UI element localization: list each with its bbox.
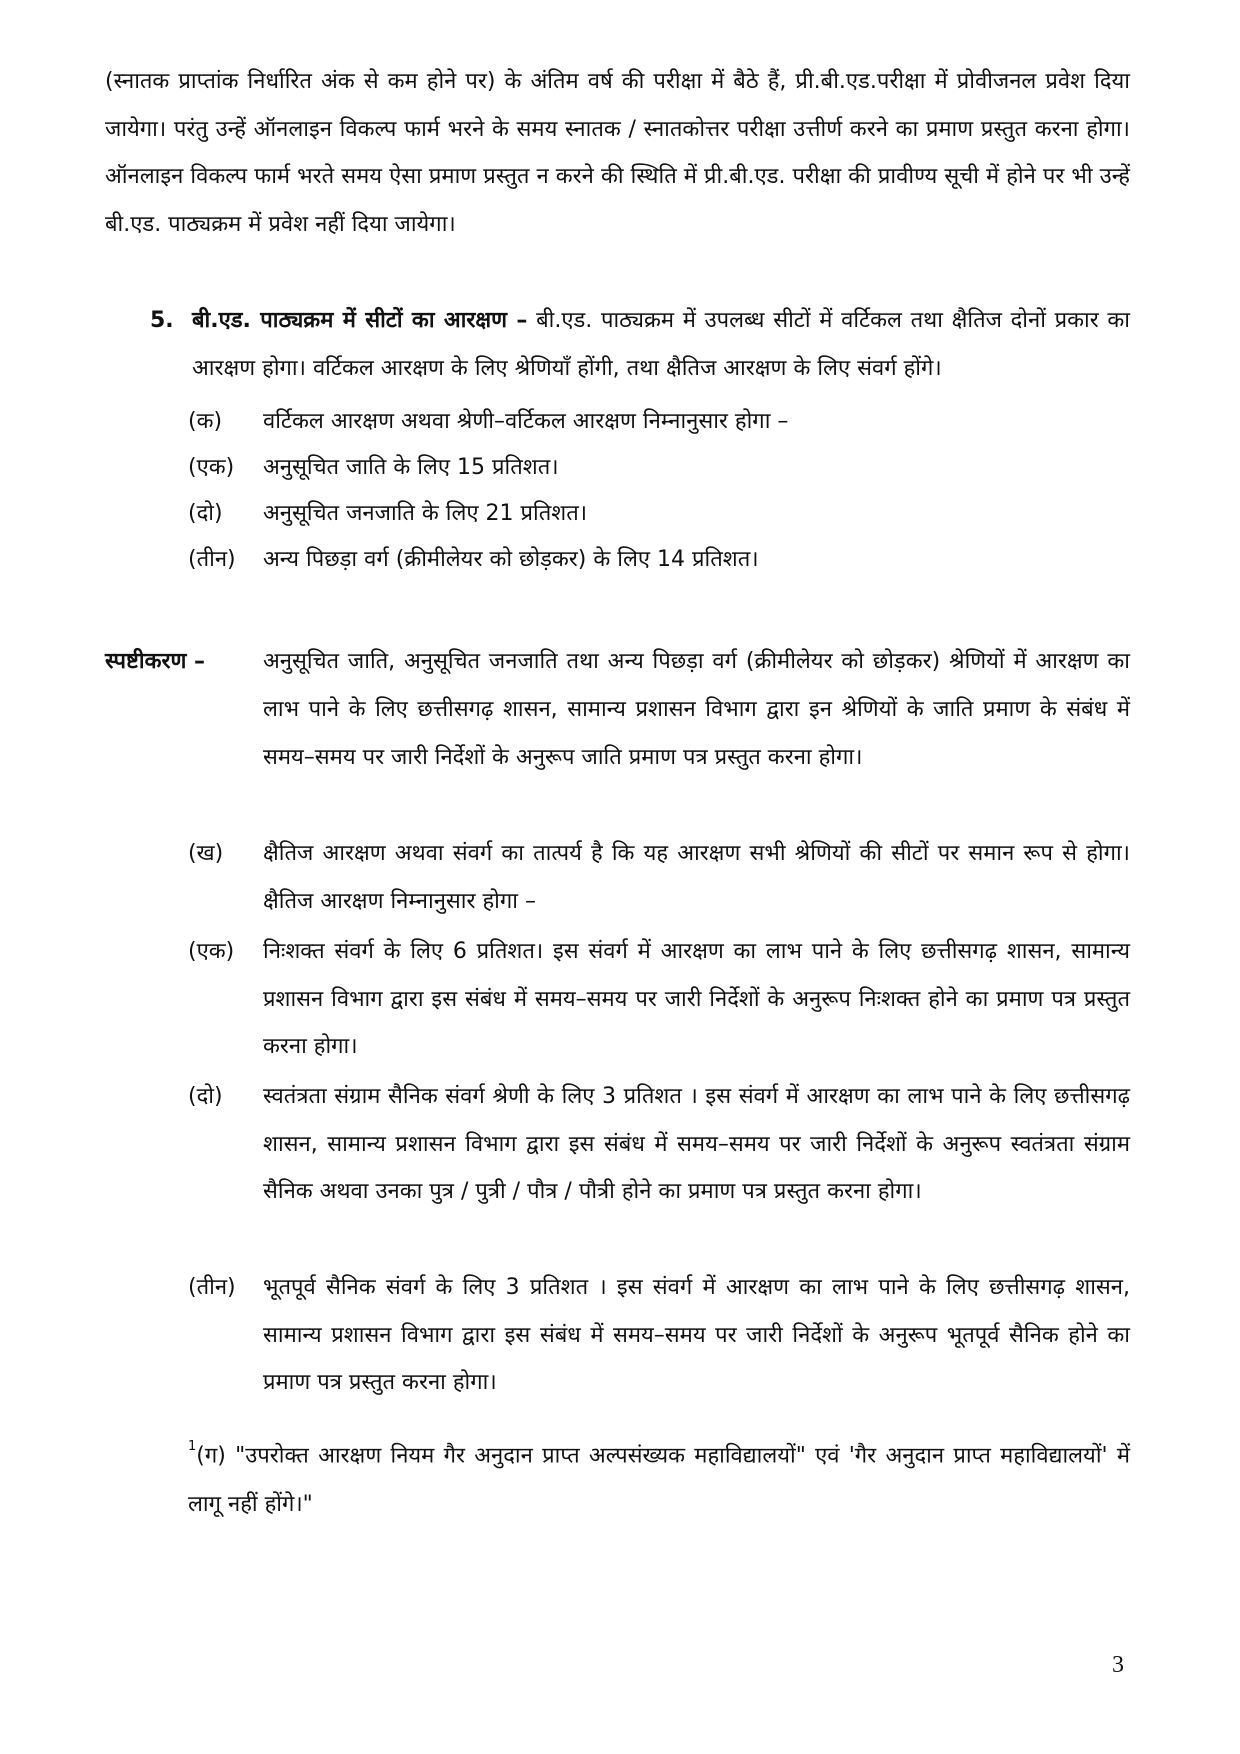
footnote-marker: 1 — [188, 1439, 197, 1454]
list-item — [188, 1264, 1130, 1407]
explanation-text: अनुसूचित जाति, अनुसूचित जनजाति तथा अन्य पिछड़ा वर्ग (क्रीमीलेयर को छोड़कर) श्रेणियों में आरक्षण का लाभ पाने के लिए छत्तीसगढ़ शासन, सामान्य प्रशासन विभाग द्वारा इन श्रेणियों के जाति प्रमाण के संबंध में समय–समय पर जारी निर्देशों के अनुरूप जाति प्रमाण पत्र प्रस्तुत करना होगा। — [263, 649, 1130, 770]
list-item — [188, 928, 1130, 1071]
note-label: (ग) — [196, 1443, 226, 1469]
horizontal-reservation — [188, 830, 1130, 925]
list-label: (दो) — [188, 1084, 223, 1109]
list-item — [188, 536, 1130, 584]
list-item — [188, 444, 1130, 492]
list-text: अन्य पिछड़ा वर्ग (क्रीमीलेयर को छोड़कर) के लिए 14 प्रतिशत। — [263, 547, 759, 572]
list-text: स्वतंत्रता संग्राम सैनिक संवर्ग श्रेणी के लिए 3 प्रतिशत । इस संवर्ग में आरक्षण का लाभ पाने के लिए छत्तीसगढ़ शासन, सामान्य प्रशासन विभाग द्वारा इस संबंध में समय–समय पर जारी निर्देशों के अनुरूप स्वतंत्रता संग्राम सैनिक अथवा उनका पुत्र / पुत्री / पौत्र / पौत्री होने का प्रमाण पत्र प्रस्तुत करना होगा। — [263, 1084, 1130, 1204]
vertical-reservation — [188, 398, 1130, 446]
list-label: (ख) — [188, 841, 224, 866]
list-text: भूतपूर्व सैनिक संवर्ग के लिए 3 प्रतिशत । इस संवर्ग में आरक्षण का लाभ पाने के लिए छत्तीसगढ़ शासन, सामान्य प्रशासन विभाग द्वारा इस संबंध में समय–समय पर जारी निर्देशों के अनुरूप भूतपूर्व सैनिक होने का प्रमाण पत्र प्रस्तुत करना होगा। — [263, 1275, 1130, 1395]
list-label: (एक) — [188, 939, 235, 964]
footnote-clause — [188, 1426, 1130, 1529]
section-5-body — [192, 297, 1130, 393]
list-text: अनुसूचित जाति के लिए 15 प्रतिशत। — [263, 455, 559, 480]
list-label: (क) — [188, 409, 223, 434]
section-number: 5. — [150, 308, 174, 333]
list-label: (एक) — [188, 455, 235, 480]
list-label: (तीन) — [188, 1275, 236, 1300]
explanation-label: स्पष्टीकरण – — [105, 649, 206, 674]
list-label: (तीन) — [188, 547, 236, 572]
section-heading: बी.एड. पाठ्यक्रम में सीटों का आरक्षण – — [192, 308, 528, 333]
note-text: "उपरोक्त आरक्षण नियम गैर अनुदान प्राप्त अल्पसंख्यक महाविद्यालयों" एवं 'गैर अनुदान प्राप्त महाविद्यालयों' में लागू नहीं होंगे।" — [188, 1443, 1130, 1518]
intro-paragraph: (स्नातक प्राप्तांक निर्धारित अंक से कम होने पर) के अंतिम वर्ष की परीक्षा में बैठे हैं, प्री.बी.एड.परीक्षा में प्रोवीजनल प्रवेश दिया जायेगा। परंतु उन्हें ऑनलाइन विकल्प फार्म भरने के समय स्नातक / स्नातकोत्तर परीक्षा उत्तीर्ण करने का प्रमाण प्रस्तुत करना होगा। ऑनलाइन विकल्प फार्म भरते समय ऐसा प्रमाण प्रस्तुत न करने की स्थिति में प्री.बी.एड. परीक्षा की प्रावीण्य सूची में होने पर भी उन्हें बी.एड. पाठ्यक्रम में प्रवेश नहीं दिया जायेगा। — [105, 69, 1130, 237]
list-label: (दो) — [188, 501, 223, 526]
list-text: निःशक्त संवर्ग के लिए 6 प्रतिशत। इस संवर्ग में आरक्षण का लाभ पाने के लिए छत्तीसगढ़ शासन, सामान्य प्रशासन विभाग द्वारा इस संबंध में समय–समय पर जारी निर्देशों के अनुरूप निःशक्त होने का प्रमाण पत्र प्रस्तुत करना होगा। — [263, 939, 1130, 1059]
list-text: वर्टिकल आरक्षण अथवा श्रेणी–वर्टिकल आरक्षण निम्नानुसार होगा – — [263, 409, 789, 434]
explanation — [105, 638, 1130, 782]
section-text: बी.एड. पाठ्यक्रम में उपलब्ध सीटों में वर्टिकल तथा क्षैतिज दोनों प्रकार का आरक्षण होगा। वर्टिकल आरक्षण के लिए श्रेणियाँ होंगी, तथा क्षैतिज आरक्षण के लिए संवर्ग होंगे। — [192, 308, 1130, 381]
list-text: अनुसूचित जनजाति के लिए 21 प्रतिशत। — [263, 501, 588, 526]
page-number: 3 — [1112, 1652, 1124, 1678]
list-item — [188, 1073, 1130, 1216]
note-text-block — [188, 1426, 1130, 1529]
list-item — [188, 490, 1130, 538]
list-text: क्षैतिज आरक्षण अथवा संवर्ग का तात्पर्य है कि यह आरक्षण सभी श्रेणियों की सीटों पर समान रूप से होगा। क्षैतिज आरक्षण निम्नानुसार होगा – — [263, 841, 1130, 914]
